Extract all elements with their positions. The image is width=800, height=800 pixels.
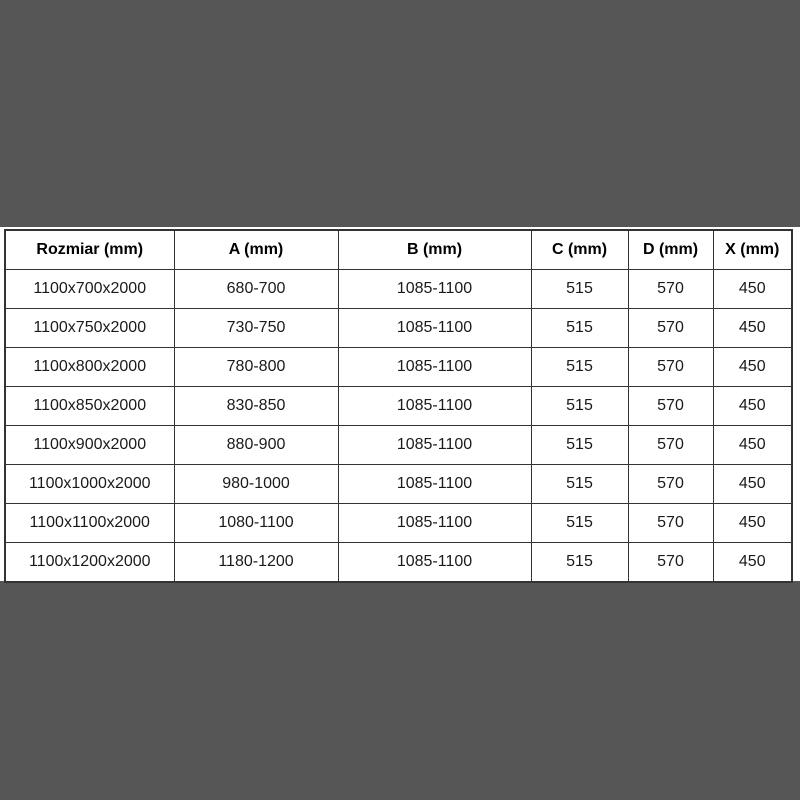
table-cell: 1085-1100 <box>338 309 531 348</box>
table-panel <box>0 227 800 581</box>
table-cell: 1085-1100 <box>338 426 531 465</box>
table-cell: 730-750 <box>174 309 338 348</box>
table-cell: 450 <box>713 387 792 426</box>
table-cell: 680-700 <box>174 270 338 309</box>
dimensions-spec-table <box>4 229 793 583</box>
table-cell: 1080-1100 <box>174 504 338 543</box>
table-cell: 450 <box>713 270 792 309</box>
table-cell: 1085-1100 <box>338 348 531 387</box>
column-header: C (mm) <box>531 230 628 270</box>
table-cell: 450 <box>713 543 792 583</box>
table-cell: 570 <box>628 270 713 309</box>
table-cell: 1100x800x2000 <box>5 348 174 387</box>
table-cell: 830-850 <box>174 387 338 426</box>
table-cell: 1100x850x2000 <box>5 387 174 426</box>
table-row <box>5 348 792 387</box>
table-cell: 1100x700x2000 <box>5 270 174 309</box>
table-cell: 1100x1000x2000 <box>5 465 174 504</box>
table-cell: 450 <box>713 504 792 543</box>
table-row <box>5 543 792 583</box>
table-header <box>5 230 792 270</box>
table-cell: 570 <box>628 426 713 465</box>
table-cell: 450 <box>713 465 792 504</box>
table-cell: 1085-1100 <box>338 270 531 309</box>
column-header: B (mm) <box>338 230 531 270</box>
table-row <box>5 387 792 426</box>
table-cell: 780-800 <box>174 348 338 387</box>
table-row <box>5 426 792 465</box>
table-cell: 515 <box>531 309 628 348</box>
table-row <box>5 504 792 543</box>
column-header: X (mm) <box>713 230 792 270</box>
table-cell: 1180-1200 <box>174 543 338 583</box>
table-row <box>5 270 792 309</box>
table-cell: 570 <box>628 504 713 543</box>
column-header: D (mm) <box>628 230 713 270</box>
table-cell: 1100x1100x2000 <box>5 504 174 543</box>
table-cell: 1085-1100 <box>338 543 531 583</box>
table-cell: 570 <box>628 309 713 348</box>
table-cell: 980-1000 <box>174 465 338 504</box>
column-header: Rozmiar (mm) <box>5 230 174 270</box>
table-cell: 1085-1100 <box>338 465 531 504</box>
table-cell: 450 <box>713 426 792 465</box>
table-cell: 1100x1200x2000 <box>5 543 174 583</box>
table-row <box>5 309 792 348</box>
table-cell: 515 <box>531 270 628 309</box>
table-cell: 515 <box>531 543 628 583</box>
table-cell: 515 <box>531 426 628 465</box>
table-row <box>5 465 792 504</box>
table-cell: 450 <box>713 348 792 387</box>
table-cell: 515 <box>531 348 628 387</box>
table-cell: 1085-1100 <box>338 387 531 426</box>
table-cell: 450 <box>713 309 792 348</box>
table-cell: 515 <box>531 504 628 543</box>
table-cell: 570 <box>628 348 713 387</box>
table-cell: 570 <box>628 543 713 583</box>
table-body <box>5 270 792 583</box>
column-header: A (mm) <box>174 230 338 270</box>
table-cell: 515 <box>531 465 628 504</box>
table-cell: 570 <box>628 465 713 504</box>
header-row <box>5 230 792 270</box>
table-cell: 880-900 <box>174 426 338 465</box>
table-cell: 1100x750x2000 <box>5 309 174 348</box>
table-cell: 570 <box>628 387 713 426</box>
table-cell: 515 <box>531 387 628 426</box>
table-cell: 1085-1100 <box>338 504 531 543</box>
table-cell: 1100x900x2000 <box>5 426 174 465</box>
